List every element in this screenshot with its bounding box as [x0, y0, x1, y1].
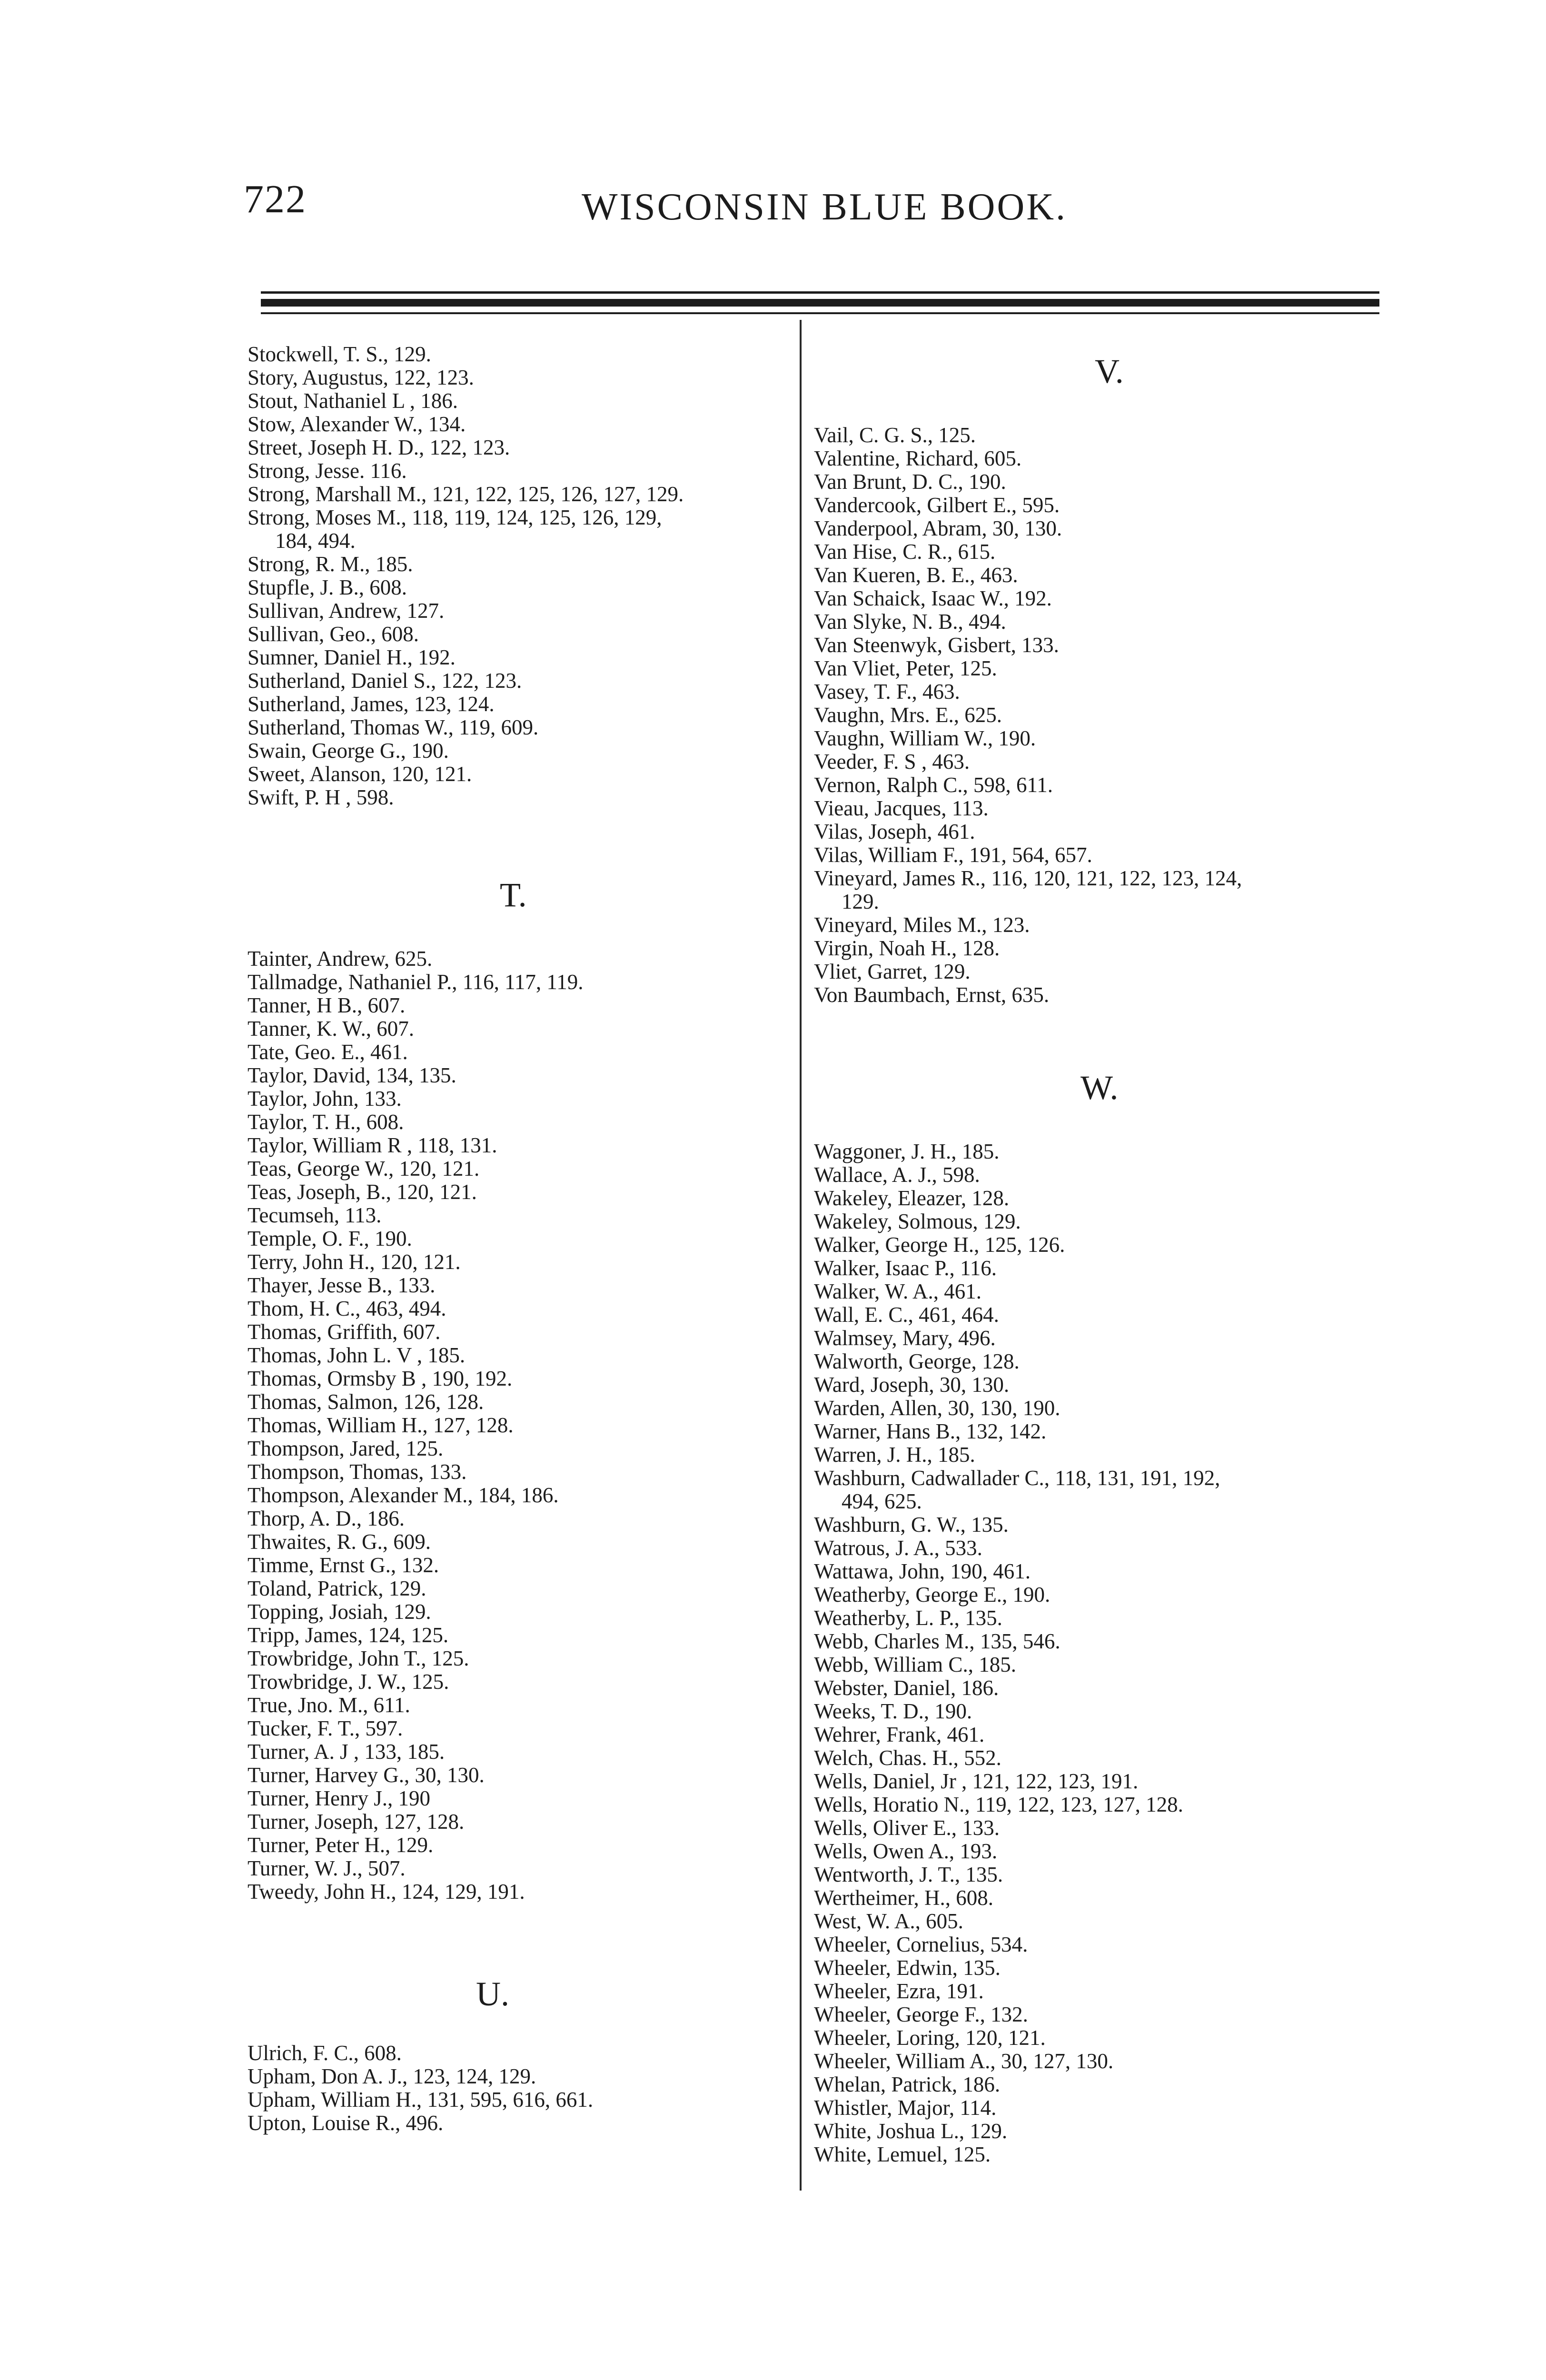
index-entry: Turner, A. J , 133, 185. [248, 1740, 445, 1764]
index-entry: Tanner, H B., 607. [248, 993, 406, 1017]
index-entry: Tanner, K. W., 607. [248, 1017, 415, 1041]
index-entry: Whelan, Patrick, 186. [814, 2073, 1001, 2096]
index-entry: Von Baumbach, Ernst, 635. [814, 983, 1050, 1007]
section-letter-t: T. [500, 876, 527, 914]
index-entry: Sullivan, Geo., 608. [248, 622, 419, 646]
index-entry: Van Slyke, N. B., 494. [814, 610, 1006, 634]
index-entry: Walker, Isaac P., 116. [814, 1256, 997, 1280]
index-entry: Warren, J. H., 185. [814, 1443, 975, 1467]
index-entry: Taylor, John, 133. [248, 1087, 402, 1111]
t-section [248, 947, 790, 1904]
index-entry: Stockwell, T. S., 129. [248, 342, 431, 366]
index-entry: Topping, Josiah, 129. [248, 1600, 431, 1624]
index-entry: Strong, Moses M., 118, 119, 124, 125, 126, 129, [248, 506, 662, 529]
index-entry: Waggoner, J. H., 185. [814, 1140, 1000, 1163]
index-entry: Thomas, Griffith, 607. [248, 1320, 441, 1344]
index-entry: Thomas, William H., 127, 128. [248, 1413, 514, 1437]
index-entry: Tainter, Andrew, 625. [248, 947, 433, 971]
running-head: WISCONSIN BLUE BOOK. [582, 186, 1067, 228]
index-entry: Trowbridge, J. W., 125. [248, 1670, 449, 1694]
index-entry: Washburn, G. W., 135. [814, 1513, 1009, 1537]
index-entry: Wattawa, John, 190, 461. [814, 1559, 1031, 1583]
section-letter-u: U. [476, 1975, 509, 2013]
page-number: 722 [244, 177, 307, 221]
index-entry: Wells, Horatio N., 119, 122, 123, 127, 128. [814, 1793, 1183, 1816]
index-entry: Wells, Owen A., 193. [814, 1839, 998, 1863]
index-entry: Sutherland, James, 123, 124. [248, 692, 495, 716]
index-entry: Temple, O. F., 190. [248, 1227, 412, 1250]
index-entry: Thompson, Jared, 125. [248, 1437, 444, 1460]
index-entry: Thayer, Jesse B., 133. [248, 1273, 436, 1297]
index-entry: Toland, Patrick, 129. [248, 1577, 426, 1600]
index-entry: Ulrich, F. C., 608. [248, 2041, 402, 2065]
index-entry: Van Steenwyk, Gisbert, 133. [814, 633, 1059, 657]
index-entry: Van Vliet, Peter, 125. [814, 656, 997, 680]
index-entry: Warner, Hans B., 132, 142. [814, 1419, 1047, 1443]
index-entry: Walker, George H., 125, 126. [814, 1233, 1065, 1257]
index-entry: Strong, R. M., 185. [248, 552, 413, 576]
index-entry: Thomas, John L. V , 185. [248, 1343, 466, 1367]
index-entry: Wheeler, Cornelius, 534. [814, 1933, 1028, 1956]
index-entry: Wallace, A. J., 598. [814, 1163, 980, 1187]
index-entry: Tweedy, John H., 124, 129, 191. [248, 1880, 525, 1904]
index-entry: Taylor, William R , 118, 131. [248, 1133, 497, 1157]
index-entry: Wertheimer, H., 608. [814, 1886, 993, 1910]
index-entry: Washburn, Cadwallader C., 118, 131, 191, 192, [814, 1466, 1220, 1490]
index-entry: Thwaites, R. G., 609. [248, 1530, 431, 1554]
index-entry: Stout, Nathaniel L , 186. [248, 389, 458, 413]
v-section [814, 424, 1376, 1007]
index-entry: Turner, Joseph, 127, 128. [248, 1810, 465, 1834]
index-entry: Sullivan, Andrew, 127. [248, 599, 445, 623]
index-entry: Teas, George W., 120, 121. [248, 1157, 480, 1180]
index-entry: Stupfle, J. B., 608. [248, 575, 407, 599]
index-entry-continuation: 129. [842, 890, 879, 913]
header-rule-thick [261, 299, 1379, 307]
index-entry: Weatherby, L. P., 135. [814, 1606, 1002, 1630]
index-entry: Vineyard, Miles M., 123. [814, 913, 1030, 937]
index-entry: Van Hise, C. R., 615. [814, 540, 996, 564]
index-entry: Vail, C. G. S., 125. [814, 423, 976, 447]
index-entry: Wheeler, George F., 132. [814, 2003, 1028, 2026]
index-entry: Wakeley, Eleazer, 128. [814, 1186, 1010, 1210]
index-entry: Street, Joseph H. D., 122, 123. [248, 436, 510, 459]
index-entry: Virgin, Noah H., 128. [814, 936, 1000, 960]
index-entry: Whistler, Major, 114. [814, 2096, 997, 2120]
left-column [248, 343, 790, 2135]
index-entry: Sweet, Alanson, 120, 121. [248, 762, 472, 786]
u-section [248, 2042, 790, 2135]
index-entry: Walmsey, Mary, 496. [814, 1326, 996, 1350]
index-entry: Thomas, Salmon, 126, 128. [248, 1390, 484, 1414]
index-entry: Turner, Harvey G., 30, 130. [248, 1763, 485, 1787]
index-entry: Turner, W. J., 507. [248, 1856, 406, 1880]
index-entry: White, Lemuel, 125. [814, 2142, 991, 2166]
index-entry: Walworth, George, 128. [814, 1349, 1020, 1373]
index-entry: Wall, E. C., 461, 464. [814, 1303, 999, 1327]
index-entry: Tate, Geo. E., 461. [248, 1040, 408, 1064]
index-entry: Timme, Ernst G., 132. [248, 1553, 439, 1577]
index-entry: Thompson, Thomas, 133. [248, 1460, 467, 1484]
index-entry: Upham, William H., 131, 595, 616, 661. [248, 2088, 594, 2112]
index-entry: Strong, Jesse. 116. [248, 459, 407, 483]
index-entry: Wehrer, Frank, 461. [814, 1723, 985, 1746]
index-entry-continuation: 184, 494. [275, 529, 356, 553]
index-entry: Welch, Chas. H., 552. [814, 1746, 1001, 1770]
index-entry: Wells, Daniel, Jr , 121, 122, 123, 191. [814, 1769, 1139, 1793]
index-entry: Wakeley, Solmous, 129. [814, 1210, 1021, 1233]
index-entry: Thom, H. C., 463, 494. [248, 1297, 446, 1320]
column-divider [800, 320, 802, 2191]
index-entry: Sumner, Daniel H., 192. [248, 645, 456, 669]
header-rule-thin [261, 291, 1379, 294]
index-entry: Tucker, F. T., 597. [248, 1716, 403, 1740]
index-entry: Strong, Marshall M., 121, 122, 125, 126, 127, 129. [248, 482, 684, 506]
index-entry: Sutherland, Daniel S., 122, 123. [248, 669, 522, 693]
index-entry: Vanderpool, Abram, 30, 130. [814, 516, 1062, 540]
section-letter-v: V. [1095, 352, 1124, 390]
index-entry: Stow, Alexander W., 134. [248, 412, 466, 436]
index-entry: West, W. A., 605. [814, 1909, 963, 1933]
index-entry: Wheeler, Loring, 120, 121. [814, 2026, 1046, 2050]
index-entry: Upham, Don A. J., 123, 124, 129. [248, 2064, 536, 2088]
index-entry: Webb, Charles M., 135, 546. [814, 1629, 1060, 1653]
index-entry: Vernon, Ralph C., 598, 611. [814, 773, 1053, 797]
index-entry: Thomas, Ormsby B , 190, 192. [248, 1367, 513, 1390]
index-entry: Taylor, T. H., 608. [248, 1110, 404, 1134]
index-entry: Vandercook, Gilbert E., 595. [814, 493, 1060, 517]
index-entry: Van Kueren, B. E., 463. [814, 563, 1018, 587]
index-entry: Van Schaick, Isaac W., 192. [814, 586, 1052, 610]
index-entry: Wells, Oliver E., 133. [814, 1816, 1000, 1840]
index-entry: Webster, Daniel, 186. [814, 1676, 999, 1700]
index-entry: Webb, William C., 185. [814, 1653, 1016, 1676]
index-entry: Turner, Henry J., 190 [248, 1786, 431, 1810]
index-entry: Tecumseh, 113. [248, 1203, 382, 1227]
index-entry: Wheeler, Edwin, 135. [814, 1956, 1001, 1980]
index-entry: Ward, Joseph, 30, 130. [814, 1373, 1010, 1397]
header-rule-thin-lower [261, 312, 1379, 314]
index-entry: Tallmadge, Nathaniel P., 116, 117, 119. [248, 970, 584, 994]
index-entry: Turner, Peter H., 129. [248, 1833, 434, 1857]
index-entry: Vilas, William F., 191, 564, 657. [814, 843, 1092, 867]
index-entry: Vasey, T. F., 463. [814, 680, 960, 704]
index-entry: Weatherby, George E., 190. [814, 1583, 1050, 1606]
index-entry: Vineyard, James R., 116, 120, 121, 122, 123, 124, [814, 866, 1242, 890]
index-entry: Swain, George G., 190. [248, 739, 449, 763]
w-section [814, 1140, 1376, 2166]
index-entry-continuation: 494, 625. [842, 1489, 922, 1513]
index-entry: Watrous, J. A., 533. [814, 1536, 982, 1560]
section-letter-w: W. [1080, 1069, 1119, 1107]
index-entry: Tripp, James, 124, 125. [248, 1623, 449, 1647]
index-entry: Van Brunt, D. C., 190. [814, 470, 1006, 494]
index-entry: Wheeler, William A., 30, 127, 130. [814, 2049, 1114, 2073]
index-entry: Veeder, F. S , 463. [814, 750, 970, 774]
index-entry: Walker, W. A., 461. [814, 1279, 982, 1303]
index-entry: Weeks, T. D., 190. [814, 1699, 972, 1723]
index-entry: True, Jno. M., 611. [248, 1693, 410, 1717]
index-entry: Warden, Allen, 30, 130, 190. [814, 1396, 1060, 1420]
index-entry: Sutherland, Thomas W., 119, 609. [248, 715, 539, 739]
index-entry: White, Joshua L., 129. [814, 2119, 1008, 2143]
index-entry: Swift, P. H , 598. [248, 785, 394, 809]
index-entry: Thorp, A. D., 186. [248, 1507, 405, 1530]
index-entry: Upton, Louise R., 496. [248, 2111, 444, 2135]
s-section [248, 343, 790, 809]
index-entry: Trowbridge, John T., 125. [248, 1646, 469, 1670]
index-entry: Taylor, David, 134, 135. [248, 1063, 456, 1087]
index-entry: Vaughn, William W., 190. [814, 726, 1036, 750]
index-entry: Valentine, Richard, 605. [814, 446, 1022, 470]
index-entry: Vliet, Garret, 129. [814, 960, 971, 983]
index-entry: Wentworth, J. T., 135. [814, 1863, 1003, 1886]
index-entry: Story, Augustus, 122, 123. [248, 366, 474, 389]
index-entry: Thompson, Alexander M., 184, 186. [248, 1483, 559, 1507]
index-entry: Vieau, Jacques, 113. [814, 796, 989, 820]
index-entry: Vilas, Joseph, 461. [814, 820, 975, 843]
index-entry: Teas, Joseph, B., 120, 121. [248, 1180, 477, 1204]
index-entry: Wheeler, Ezra, 191. [814, 1979, 984, 2003]
right-column [814, 352, 1376, 2166]
index-entry: Terry, John H., 120, 121. [248, 1250, 461, 1274]
index-entry: Vaughn, Mrs. E., 625. [814, 703, 1002, 727]
